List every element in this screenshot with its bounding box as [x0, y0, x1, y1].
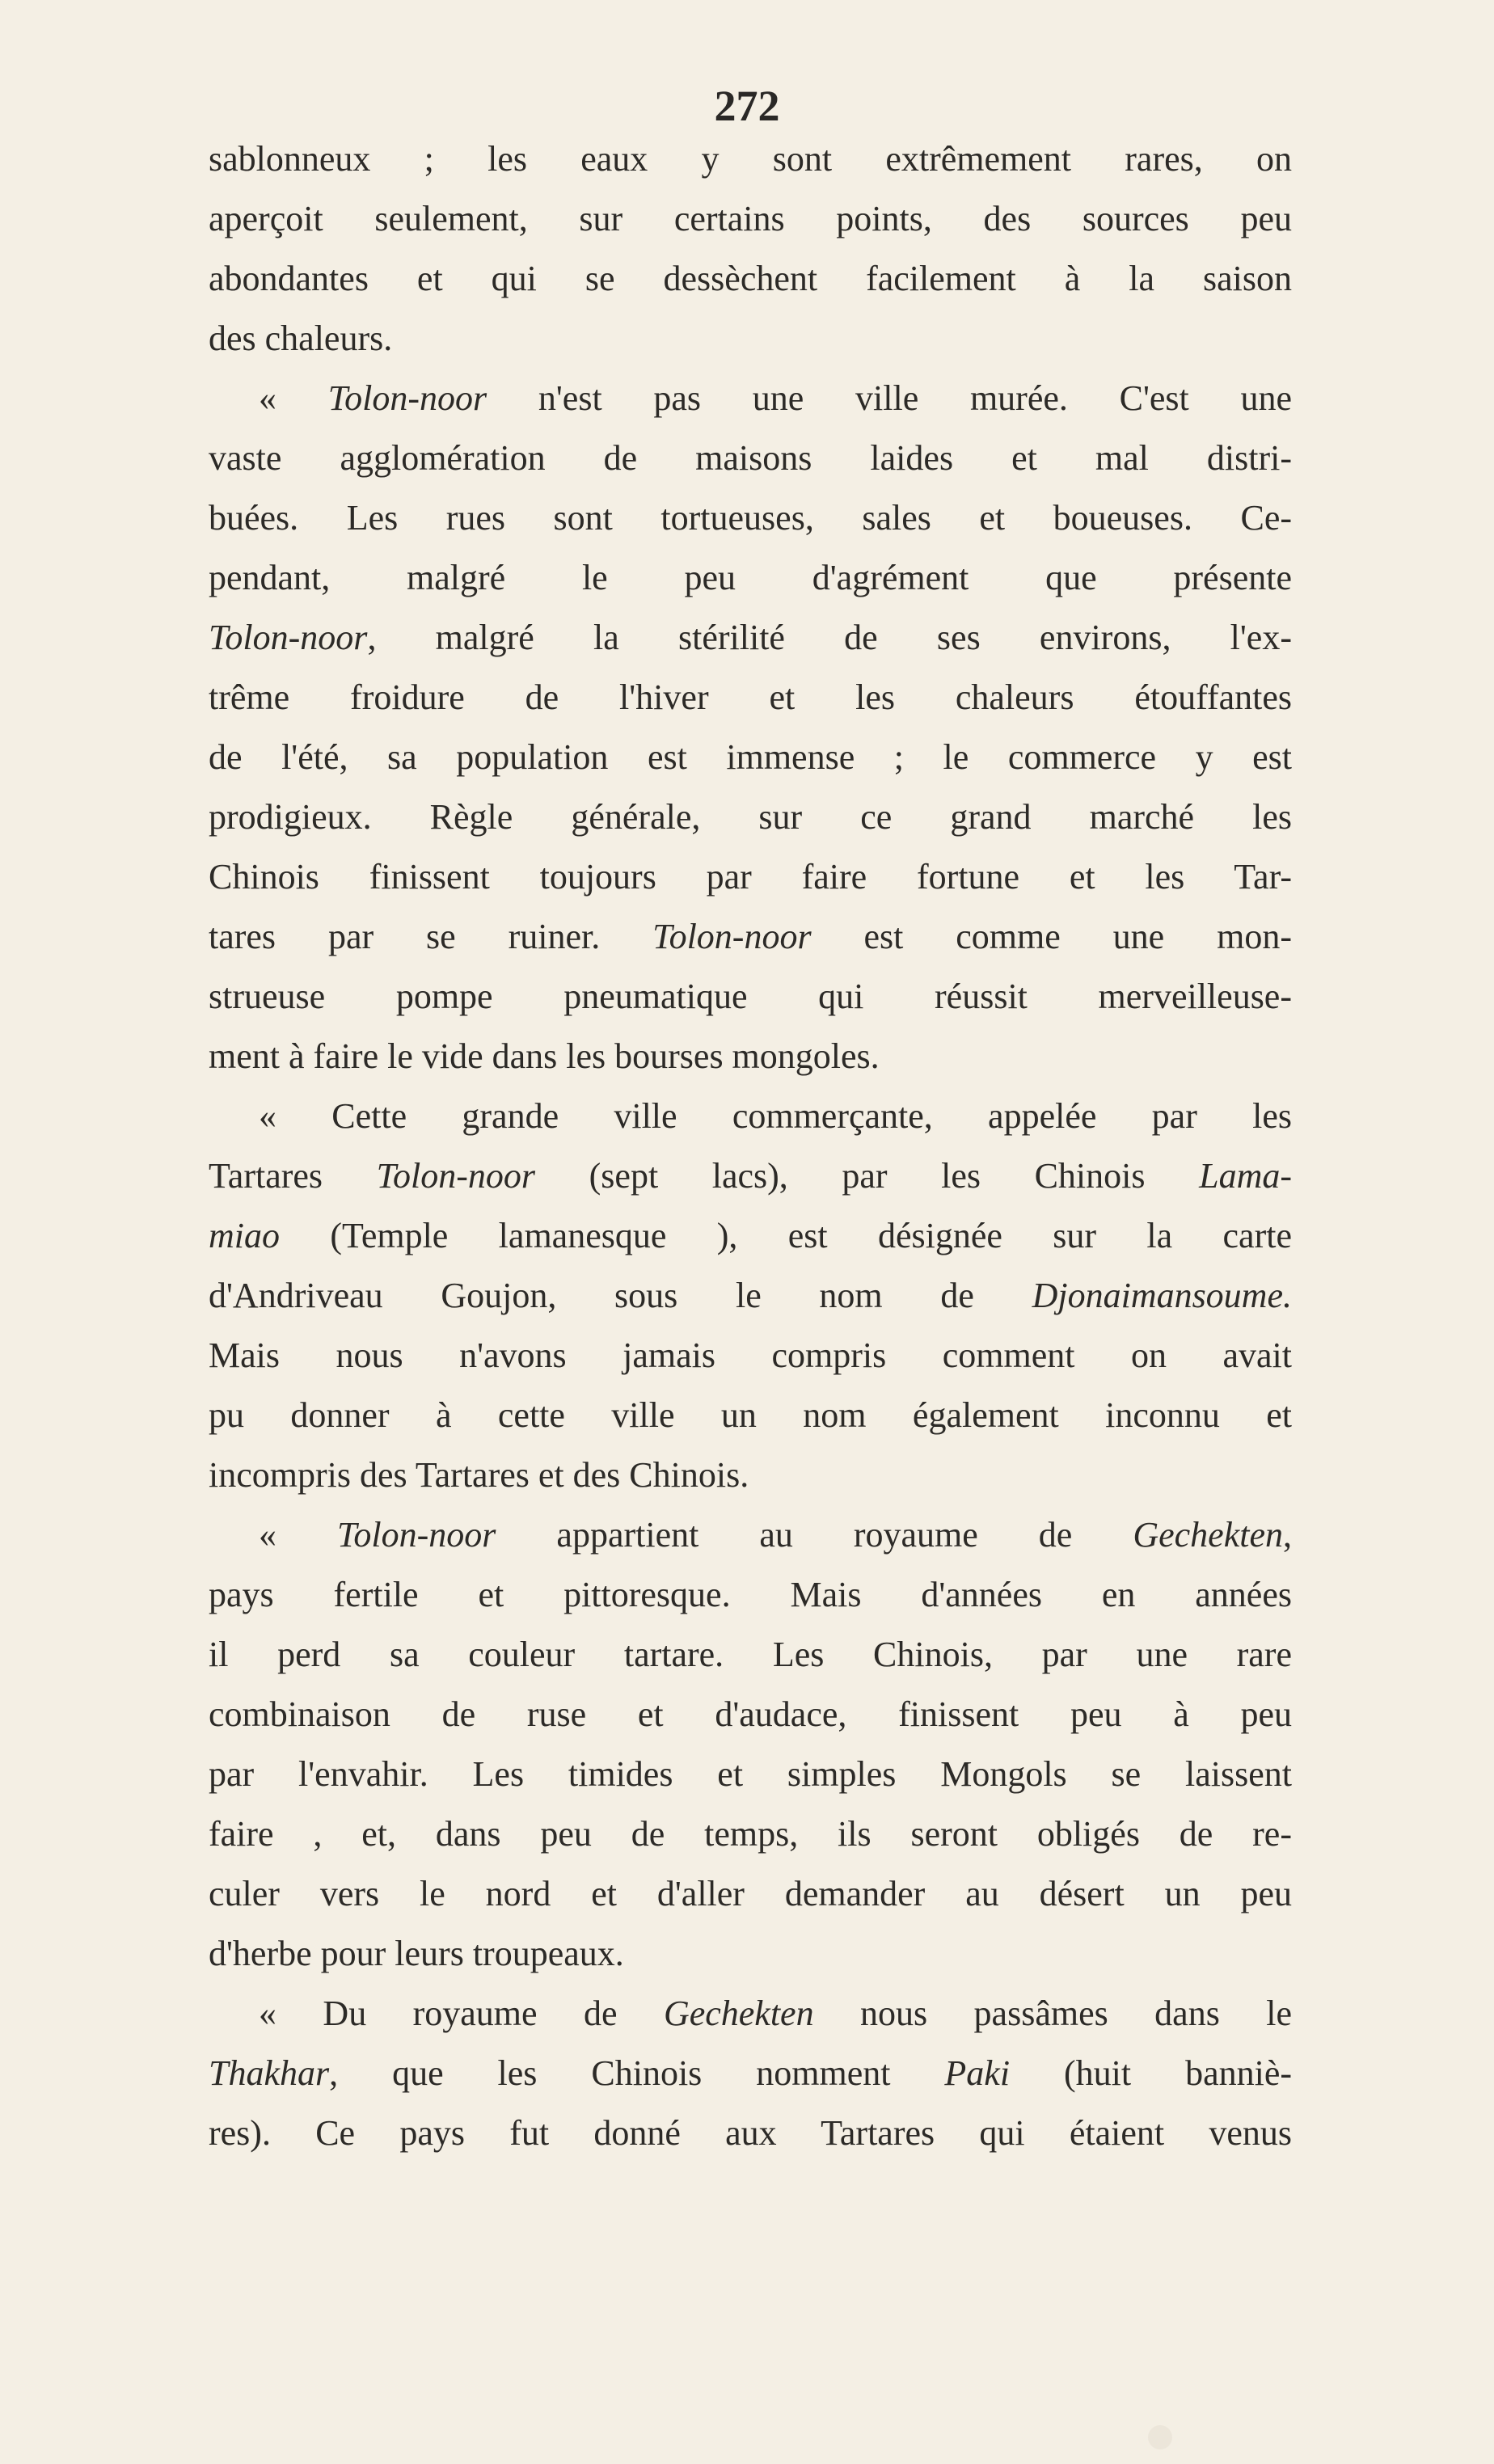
- text-line: [209, 369, 1292, 428]
- italic-term: Djonaimansoume.: [1032, 1276, 1292, 1315]
- text-line: [209, 1505, 1292, 1565]
- italic-term: Lama-: [1199, 1156, 1292, 1196]
- italic-term: Gechekten: [663, 1994, 814, 2033]
- italic-term: miao: [209, 1216, 280, 1255]
- text-segment: (sept lacs), par les Chinois: [535, 1156, 1200, 1196]
- text-segment: incompris des Tartares et des Chinois.: [209, 1455, 749, 1495]
- text-line: [209, 1625, 1292, 1685]
- text-segment: Mais nous n'avons jamais compris comment on avait: [209, 1335, 1292, 1375]
- text-line: [209, 249, 1292, 309]
- text-segment: pendant, malgré le peu d'agrément que présente: [209, 558, 1292, 597]
- italic-term: Tolon-noor: [652, 917, 812, 956]
- text-line: [209, 967, 1292, 1027]
- text-segment: est comme une mon-: [811, 917, 1292, 956]
- text-segment: tares par se ruiner.: [209, 917, 653, 956]
- text-segment: « Cette grande ville commerçante, appelée par les: [259, 1096, 1292, 1136]
- text-segment: «: [259, 378, 328, 418]
- text-segment: prodigieux. Règle générale, sur ce grand marché les: [209, 797, 1292, 837]
- text-segment: de l'été, sa population est immense ; le commerce y est: [209, 737, 1292, 777]
- italic-term: Tolon-noor: [337, 1515, 496, 1555]
- text-line: [209, 1804, 1292, 1864]
- italic-term: Gechekten: [1133, 1515, 1283, 1555]
- text-segment: par l'envahir. Les timides et simples Mongols se laissent: [209, 1754, 1292, 1794]
- text-segment: nous passâmes dans le: [813, 1994, 1292, 2033]
- text-segment: appartient au royaume de: [496, 1515, 1133, 1555]
- text-segment: il perd sa couleur tartare. Les Chinois, par une rare: [209, 1635, 1292, 1674]
- text-segment: abondantes et qui se dessèchent facilement à la saison: [209, 259, 1292, 298]
- text-segment: faire , et, dans peu de temps, ils seront obligés de re-: [209, 1814, 1292, 1854]
- italic-term: Tolon-noor: [209, 618, 368, 657]
- text-segment: combinaison de ruse et d'audace, finissent peu à peu: [209, 1694, 1292, 1734]
- text-segment: aperçoit seulement, sur certains points, des sources peu: [209, 199, 1292, 238]
- text-line: [209, 1326, 1292, 1386]
- text-segment: pu donner à cette ville un nom également inconnu et: [209, 1395, 1292, 1435]
- text-line: [209, 1445, 1292, 1505]
- italic-term: Tolon-noor: [376, 1156, 536, 1196]
- page-number: 272: [714, 82, 780, 130]
- text-segment: trême froidure de l'hiver et les chaleurs étouffantes: [209, 677, 1292, 717]
- text-line: [209, 1924, 1292, 1984]
- text-line: [209, 2103, 1292, 2163]
- italic-term: Tolon-noor: [327, 378, 487, 418]
- text-segment: n'est pas une ville murée. C'est une: [487, 378, 1292, 418]
- body-text: [209, 129, 1292, 2163]
- text-line: [209, 548, 1292, 608]
- text-segment: buées. Les rues sont tortueuses, sales et boueuses. Ce-: [209, 498, 1292, 538]
- text-line: [209, 1086, 1292, 1146]
- text-line: [209, 309, 1292, 369]
- text-line: [209, 2044, 1292, 2103]
- italic-term: Paki: [944, 2053, 1011, 2093]
- text-segment: Tartares: [209, 1156, 377, 1196]
- text-segment: res). Ce pays fut donné aux Tartares qui étaient venus: [209, 2113, 1292, 2153]
- text-line: [209, 428, 1292, 488]
- text-segment: d'Andriveau Goujon, sous le nom de: [209, 1276, 1032, 1315]
- text-line: [209, 728, 1292, 787]
- text-segment: «: [259, 1515, 337, 1555]
- text-line: [209, 668, 1292, 728]
- text-segment: ,: [1283, 1515, 1292, 1555]
- text-line: [209, 1685, 1292, 1745]
- paper-stain: [1148, 2425, 1172, 2449]
- text-line: [209, 1146, 1292, 1206]
- text-segment: (huit banniè-: [1010, 2053, 1292, 2093]
- text-line: [209, 608, 1292, 668]
- text-segment: ment à faire le vide dans les bourses mongoles.: [209, 1036, 880, 1076]
- text-line: [209, 1386, 1292, 1445]
- text-segment: d'herbe pour leurs troupeaux.: [209, 1934, 624, 1973]
- text-line: [209, 1565, 1292, 1625]
- text-segment: strueuse pompe pneumatique qui réussit merveilleuse-: [209, 977, 1292, 1016]
- text-segment: , que les Chinois nomment: [329, 2053, 945, 2093]
- text-line: [209, 1984, 1292, 2044]
- text-segment: Chinois finissent toujours par faire fortune et les Tar-: [209, 857, 1292, 897]
- text-line: [209, 1206, 1292, 1266]
- text-segment: culer vers le nord et d'aller demander au désert un peu: [209, 1874, 1292, 1913]
- text-line: [209, 1745, 1292, 1804]
- text-segment: « Du royaume de: [259, 1994, 664, 2033]
- text-line: [209, 189, 1292, 249]
- text-line: [209, 787, 1292, 847]
- text-line: [209, 129, 1292, 189]
- text-line: [209, 1864, 1292, 1924]
- text-segment: des chaleurs.: [209, 319, 393, 358]
- text-segment: (Temple lamanesque ), est désignée sur la carte: [280, 1216, 1292, 1255]
- text-line: [209, 1266, 1292, 1326]
- text-line: [209, 488, 1292, 548]
- italic-term: Thakhar: [209, 2053, 330, 2093]
- text-segment: , malgré la stérilité de ses environs, l'ex-: [367, 618, 1292, 657]
- text-segment: vaste agglomération de maisons laides et mal distri-: [209, 438, 1292, 478]
- text-line: [209, 907, 1292, 967]
- text-segment: sablonneux ; les eaux y sont extrêmement rares, on: [209, 139, 1292, 179]
- text-segment: pays fertile et pittoresque. Mais d'années en années: [209, 1575, 1292, 1614]
- text-line: [209, 1027, 1292, 1086]
- text-line: [209, 847, 1292, 907]
